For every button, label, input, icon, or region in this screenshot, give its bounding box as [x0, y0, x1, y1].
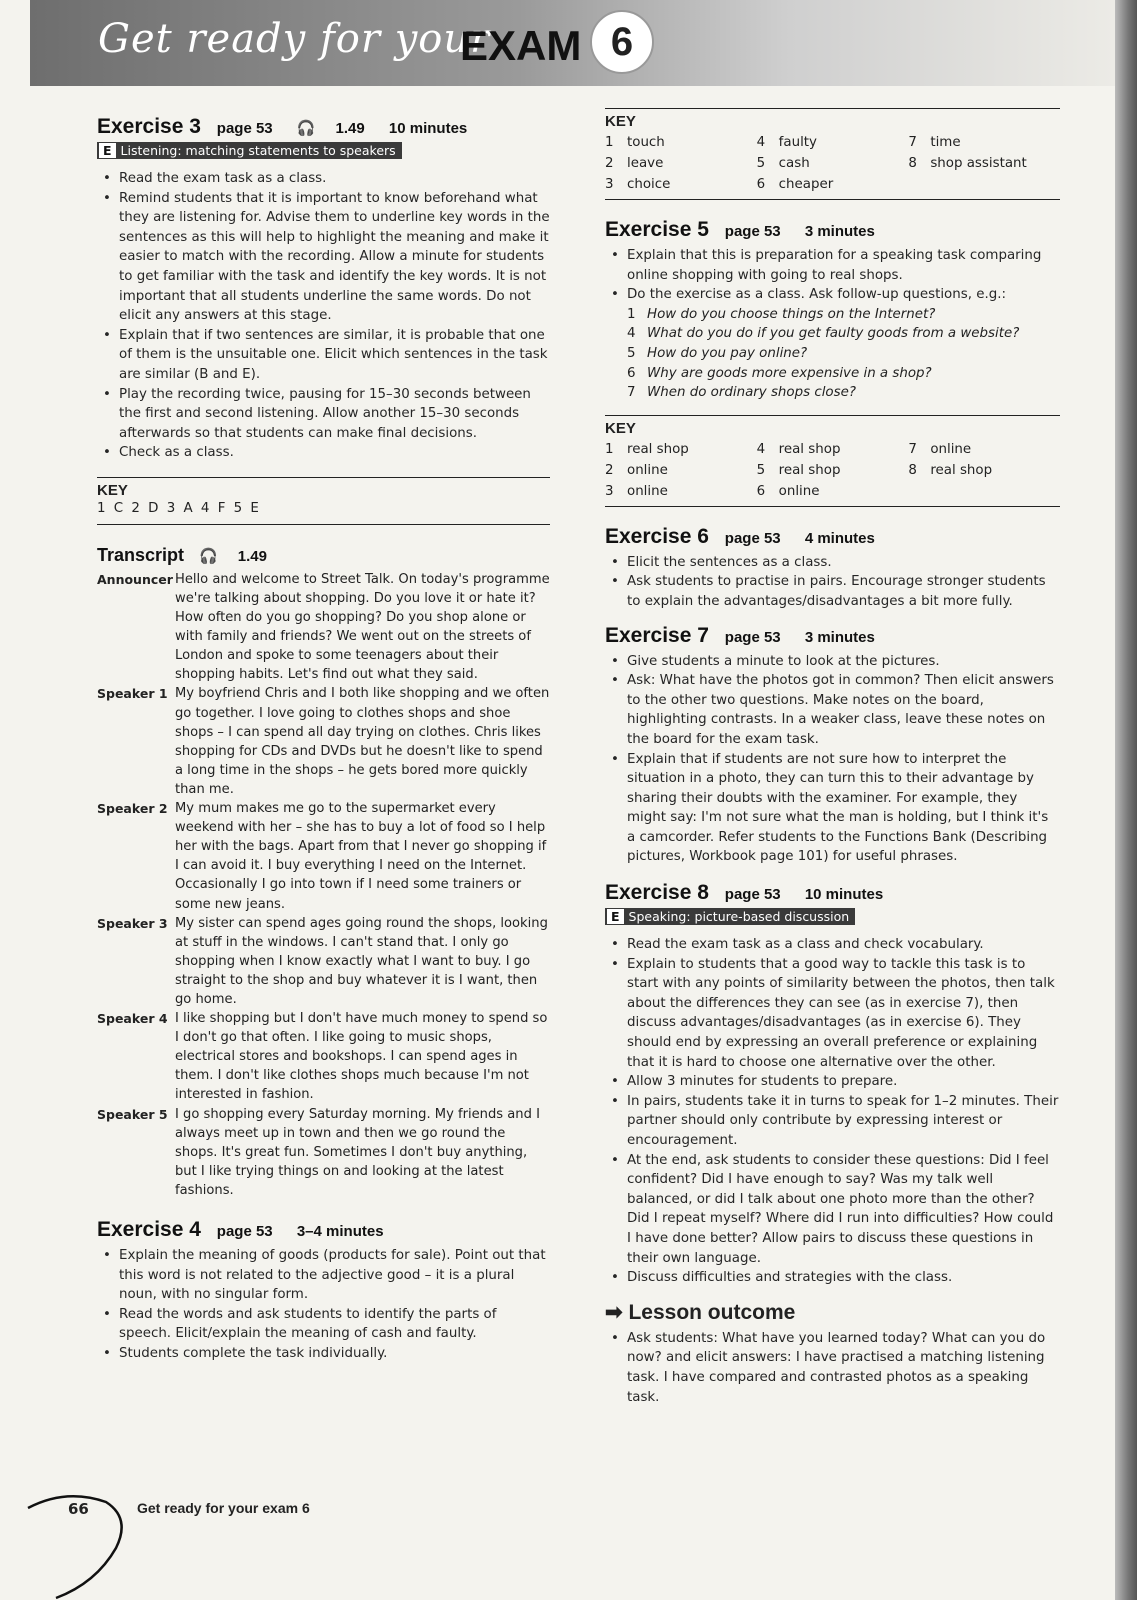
question-text: When do ordinary shops close? [647, 385, 856, 401]
page-ref: page 53 [724, 529, 781, 547]
exercise-8-heading [605, 881, 1060, 905]
key-answer: leave [627, 156, 664, 171]
time-estimate: 10 minutes [804, 886, 884, 904]
question [627, 324, 1060, 344]
answer-key: 1 C 2 D 3 A 4 F 5 E [97, 500, 261, 516]
key-title: KEY [97, 481, 128, 499]
transcript-row [97, 1105, 550, 1200]
page-ref: page 53 [216, 1223, 273, 1240]
question [627, 364, 1060, 384]
divider [97, 477, 550, 478]
headphones-icon: 🎧 [199, 547, 218, 565]
transcript-row [97, 570, 550, 685]
key-number: 8 [908, 462, 917, 478]
exercise-5-heading [605, 218, 1060, 242]
divider [605, 415, 1060, 416]
audio-track: 1.49 [335, 120, 365, 137]
question-text: How do you choose things on the Internet? [647, 306, 936, 322]
bullet: • Give students a minute to look at the pictures. [605, 652, 1060, 672]
exercise-title: Exercise 3 [97, 115, 201, 138]
tag-letter: E [99, 143, 116, 158]
key-answer: real shop [778, 441, 841, 457]
exercise-6-bullets [605, 553, 1060, 612]
bullet: • In pairs, students take it in turns to speak for 1–2 minutes. Their partner should only contribute by expressing interest or encouragement. [605, 1092, 1060, 1151]
bullet: • Play the recording twice, pausing for 15–30 seconds between the first and second listening. Allow another 15–30 seconds afterwards so that students can make final decisions. [97, 385, 550, 444]
tag-letter: E [607, 909, 624, 924]
bullet: • Check as a class. [97, 443, 550, 463]
left-column [97, 115, 550, 1364]
question-number: 7 [627, 385, 636, 401]
key-item [908, 460, 1060, 481]
transcript-row [97, 1009, 550, 1104]
question-number: 5 [627, 345, 636, 361]
exercise-title: Exercise 8 [605, 881, 709, 905]
key-number: 5 [756, 156, 766, 171]
transcript-row [97, 799, 550, 914]
exercise-4-key [605, 132, 1060, 195]
time-estimate: 3 minutes [804, 223, 875, 240]
bullet: • Ask students to practise in pairs. Encourage stronger students to explain the advantages/disadvantages a bit more fully. [605, 572, 1060, 611]
question-number: 1 [627, 306, 636, 322]
key-answer: online [930, 441, 972, 457]
key-item [605, 481, 757, 502]
key-title: KEY [605, 419, 636, 437]
key-answer: real shop [778, 462, 841, 478]
divider [605, 199, 1060, 200]
lesson-outcome-bullets [605, 1329, 1060, 1407]
bullet: • Explain that if two sentences are similar, it is probable that one of them is the unsuitable one. Elicit which sentences in the task are similar (B and E). [97, 326, 550, 385]
key-item [605, 132, 757, 153]
speaker-label: Announcer [97, 571, 173, 587]
time-estimate: 3 minutes [804, 628, 875, 646]
bullet: • Allow 3 minutes for students to prepare. [605, 1072, 1060, 1092]
page-ref: page 53 [216, 120, 273, 137]
bullet: • Ask: What have the photos got in common? Then elicit answers to the other two questions. Make notes on the board, highlighting contrasts. In a weaker class, leave these notes on the board for the exam task. [605, 671, 1060, 749]
key-answer: faulty [778, 135, 817, 150]
question-number: 6 [627, 365, 636, 381]
exercise-title: Exercise 7 [605, 623, 709, 647]
exercise-3-heading [97, 115, 550, 139]
bullet: • Read the exam task as a class. [97, 169, 550, 189]
bullet: • Discuss difficulties and strategies with the class. [605, 1268, 1060, 1288]
exercise-5-key [605, 439, 1060, 502]
page-edge-shadow [1115, 0, 1137, 1600]
bullet: • Explain the meaning of goods (products for sale). Point out that this word is not related to the adjective good – it is a plural noun, with no singular form. [97, 1246, 550, 1305]
key-number: 3 [605, 177, 614, 192]
speaker-text: I like shopping but I don't have much money to spend so I don't go that often. I like going to music shops, electrical stores and bookshops. I can spend ages in them. I don't like clothes shops much because I'm not interested in fashion. [175, 1011, 548, 1103]
page-ref: page 53 [724, 223, 781, 240]
bullet: • Explain that if students are not sure how to interpret the situation in a photo, they can turn this to their advantage by sharing their doubts with the examiner. For example, they might say: I'm not sure what the man is holding, but I think it's a camcorder. Refer students to the Functions Bank (Describing pictures, Workbook page 101) for useful phrases. [605, 750, 1060, 868]
key-item [757, 132, 909, 153]
page-ref: page 53 [724, 886, 781, 904]
bullet: • Elicit the sentences as a class. [605, 553, 1060, 573]
key-item [605, 439, 757, 460]
transcript-title: Transcript [97, 544, 185, 565]
footer-title: Get ready for your exam 6 [137, 1500, 310, 1516]
transcript-row [97, 684, 550, 799]
key-item [757, 439, 909, 460]
key-answer: touch [627, 135, 665, 150]
key-number: 1 [605, 441, 614, 457]
banner-title-italic: Get ready for your [98, 16, 491, 62]
page-ref: page 53 [724, 628, 781, 646]
speaker-label: Speaker 5 [97, 1106, 168, 1122]
speaker-text: I go shopping every Saturday morning. My friends and I always meet up in town and then we go round the shops. It's great fun. Sometimes I don't buy anything, but I like trying things on and looking at the latest fashions. [175, 1106, 540, 1198]
transcript-heading [97, 545, 550, 566]
question [627, 305, 1060, 325]
time-estimate: 4 minutes [804, 529, 875, 547]
bullet: • Students complete the task individually. [97, 1344, 550, 1364]
divider [97, 524, 550, 525]
exam-skill-tag [605, 908, 855, 925]
divider [605, 506, 1060, 507]
speaker-text: Hello and welcome to Street Talk. On today's programme we're talking about shopping. Do you love it or hate it? How often do you go shopping? Do you shop alone or with family and friends? We went out on the streets of London and spoke to some teenagers about their shopping habits. Let's find out what they said. [175, 571, 550, 683]
key-answer: online [627, 483, 668, 499]
bullet: • Read the exam task as a class and check vocabulary. [605, 935, 1060, 955]
speaker-label: Speaker 4 [97, 1011, 168, 1027]
audio-track: 1.49 [237, 547, 267, 565]
time-estimate: 3–4 minutes [296, 1223, 384, 1240]
speaker-label: Speaker 2 [97, 801, 168, 817]
key-number: 2 [605, 156, 614, 171]
page-number: 66 [68, 1500, 89, 1518]
lesson-outcome-heading [605, 1300, 1060, 1325]
question-text: Why are goods more expensive in a shop? [647, 365, 932, 381]
bullet: • Do the exercise as a class. Ask follow-up questions, e.g.: [605, 285, 1060, 305]
key-number: 1 [605, 135, 614, 150]
speaker-label: Speaker 3 [97, 915, 168, 931]
exercise-7-heading [605, 624, 1060, 648]
transcript-row [97, 914, 550, 1009]
key-answer: time [930, 135, 961, 150]
tag-text: Speaking: picture-based discussion [628, 909, 850, 925]
key-answer: cheaper [778, 177, 834, 192]
key-number: 4 [756, 441, 766, 457]
header-banner [30, 0, 1115, 86]
key-item [757, 481, 909, 502]
bullet: • Read the words and ask students to identify the parts of speech. Elicit/explain the meaning of cash and faulty. [97, 1305, 550, 1344]
exercise-6-heading [605, 525, 1060, 549]
arrow-right-icon: ➡ [605, 1300, 623, 1324]
headphones-icon: 🎧 [296, 120, 316, 137]
exercise-4-bullets [97, 1246, 550, 1364]
key-number: 5 [756, 462, 766, 478]
exercise-8-bullets [605, 935, 1060, 1288]
key-number: 3 [605, 483, 614, 499]
key-item [757, 153, 909, 174]
question [627, 383, 1060, 403]
speaker-label: Speaker 1 [97, 686, 168, 702]
key-number: 7 [908, 135, 917, 150]
right-column [605, 108, 1060, 1407]
exercise-title: Exercise 6 [605, 524, 709, 548]
key-item [757, 174, 909, 195]
key-answer: real shop [930, 462, 993, 478]
bullet: • Explain that this is preparation for a speaking task comparing online shopping with going to real shops. [605, 246, 1060, 285]
key-answer: choice [627, 177, 671, 192]
bullet: • Ask students: What have you learned today? What can you do now? and elicit answers: I have practised a matching listening task. I have compared and contrasted photos as a speaking task. [605, 1329, 1060, 1407]
key-number: 7 [908, 441, 917, 457]
bullet: • Explain to students that a good way to tackle this task is to start with any points of similarity between the photos, then talk about the differences they can see (as in exercise 7), then discuss advantages/disadvantages (as in exercise 6). They should end by expressing an overall preference or explaining that it is hard to choose one alternative over the other. [605, 955, 1060, 1073]
divider [605, 108, 1060, 109]
key-title: KEY [605, 113, 636, 130]
exercise-7-bullets [605, 652, 1060, 868]
key-number: 6 [756, 177, 766, 192]
exercise-4-heading [97, 1218, 550, 1242]
key-item [908, 153, 1060, 174]
footer-curve-decoration [26, 1478, 136, 1600]
question-number: 4 [627, 326, 636, 342]
key-answer: real shop [627, 441, 689, 457]
key-item [908, 132, 1060, 153]
key-item [605, 174, 757, 195]
exercise-3-bullets [97, 169, 550, 463]
time-estimate: 10 minutes [388, 120, 468, 137]
key-number: 4 [756, 135, 766, 150]
banner-title-exam: EXAM [460, 22, 582, 69]
question-text: How do you pay online? [647, 345, 808, 361]
exercise-5-bullets [605, 246, 1060, 305]
key-answer: online [778, 483, 820, 499]
speaker-text: My boyfriend Chris and I both like shopping and we often go together. I love going to clothes shops and shoe shops – I can spend all day trying on clothes. Chris likes shopping for CDs and DVDs but he doesn't like to spend a long time in the shops – he gets bored more quickly than me. [175, 686, 550, 797]
banner-unit-number: 6 [590, 10, 654, 74]
key-answer: shop assistant [930, 156, 1027, 171]
question-text: What do you do if you get faulty goods from a website? [647, 326, 1020, 342]
key-item [605, 153, 757, 174]
key-number: 8 [908, 156, 917, 171]
exercise-title: Exercise 4 [97, 1218, 201, 1241]
bullet: • Remind students that it is important to know beforehand what they are listening for. Advise them to underline key words in the sentences as this will help to highlight the meaning and make it easier to match with the recording. Allow a minute for students to get familiar with the task and identify the key words. It is not important that all students underline the same words. Do not elicit any answers at this stage. [97, 189, 550, 326]
follow-up-questions [605, 305, 1060, 403]
key-answer: cash [778, 156, 810, 171]
key-item [908, 439, 1060, 460]
exercise-title: Exercise 5 [605, 218, 709, 241]
speaker-text: My mum makes me go to the supermarket every weekend with her – she has to buy a lot of food so I help her with the bags. Apart from that I never go shopping if I can avoid it. I buy everything I need on the Internet. Occasionally I go into town if I need some trainers or some new jeans. [175, 801, 547, 912]
question [627, 344, 1060, 364]
key-answer: online [627, 462, 668, 478]
key-number: 6 [756, 483, 766, 499]
tag-text: Listening: matching statements to speakers [120, 143, 396, 158]
key-number: 2 [605, 462, 614, 478]
transcript-body [97, 570, 550, 1200]
key-item [605, 460, 757, 481]
lesson-outcome-title: Lesson outcome [628, 1300, 796, 1324]
key-item [757, 460, 909, 481]
bullet: • At the end, ask students to consider these questions: Did I feel confident? Did I have enough to say? Was my talk well balanced, or did I talk about one photo more than the other? Did I repeat myself? Where did I run into difficulties? How could I have done better? Allow pairs to discuss these questions in their own language. [605, 1151, 1060, 1269]
speaker-text: My sister can spend ages going round the shops, looking at stuff in the windows. I can't stand that. I only go shopping when I know exactly what I want to buy. I go straight to the shop and buy whatever it is I want, then go home. [175, 915, 548, 1007]
exam-skill-tag [97, 142, 402, 159]
